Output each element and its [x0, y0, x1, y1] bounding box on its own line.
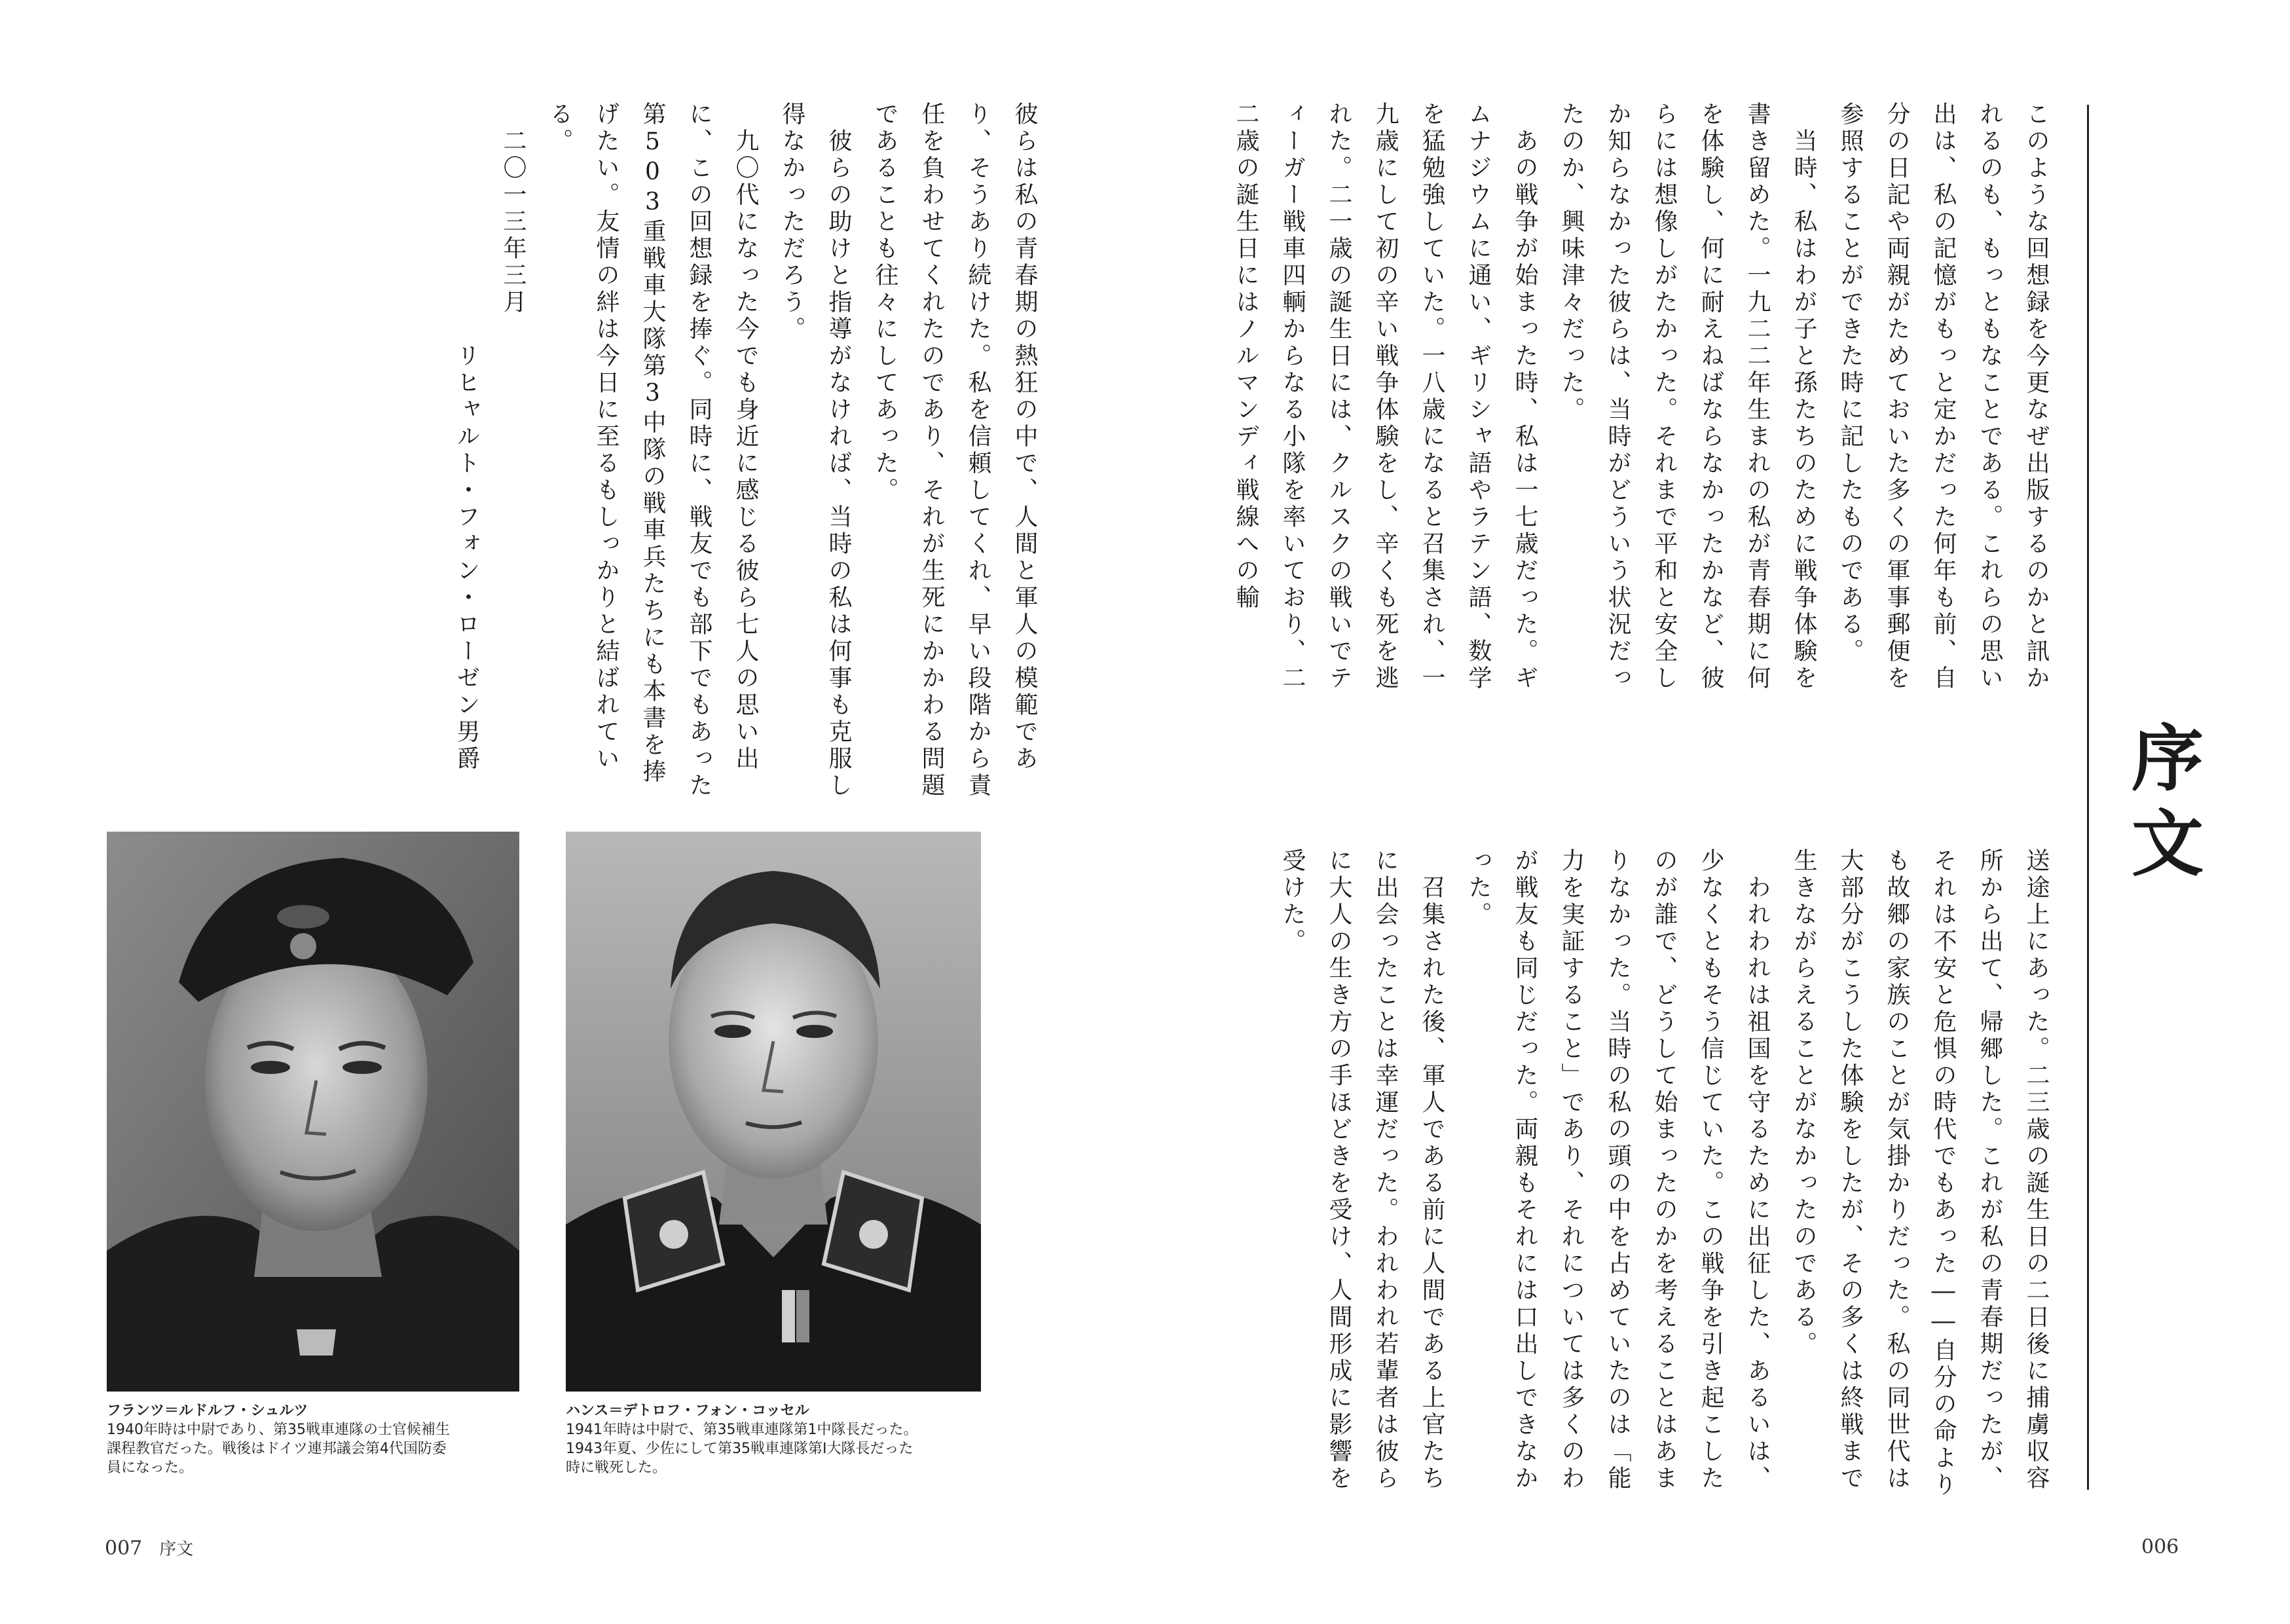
- folio-number: 007: [105, 1537, 143, 1560]
- photo-caption: [107, 1401, 519, 1477]
- body-text-lower-right: 送途上にあった。二三歳の誕生日の二日後に捕虜収容所から出て、帰郷した。これが私の青春期だったが、それは不安と危惧の時代でもあった――自分の命よりも故郷の家族のことが気掛かりだった。私の同世代は大部分がこうした体験をしたが、その多くは終戦まで生きながらえることがなかったのである。 われわれは祖国を守るために出征した、あるいは、少なくともそう信じていた。この戦争を引き起こしたのが誰で、どうして始まったのかを考えることはあまりなかった。当時の私の頭の中を占めていたのは「能力を実証すること」であり、それについては多くのわが戦友も同じだった。両親もそれには口出しできなかった。 召集された後、軍人である前に人間である上官たちに出会ったことは幸運だった。われわれ若輩者は彼らに大人の生き方の手ほどきを受け、人間形成に影響を受けた。: [1279, 848, 2050, 1499]
- page-title: 序文: [2120, 720, 2204, 891]
- portrait-photo-icon: [107, 832, 519, 1392]
- caption-line: 時に戦死した。: [566, 1460, 667, 1476]
- page-number-left: [105, 1536, 193, 1560]
- body-text-upper-right: このような回想録を今更なぜ出版するのかと訊かれるのも、もっともなことである。これらの思い出は、私の記憶がもっと定かだった何年も前、自分の日記や両親がためておいた多くの軍事郵便を参照することができた時に記したものである。 当時、私はわが子と孫たちのために戦争体験を書き留めた。一九二二年生まれの私が青春期に何を体験し、何に耐えねばならなかったかなど、彼らには想像しがたかった。それまで平和と安全しか知らなかった彼らは、当時がどういう状況だったのか、興味津々だった。 あの戦争が始まった時、私は一七歳だった。ギムナジウムに通い、ギリシャ語やラテン語、数学を猛勉強していた。一八歳になると召集され、一九歳にして初の辛い戦争体験をし、辛くも死を逃れた。二一歳の誕生日には、クルスクの戦いでティーガー戦車四輌からなる小隊を率いており、二二歳の誕生日にはノルマンディ戦線への輸: [1232, 101, 2050, 692]
- title-divider-rule: [2087, 105, 2089, 1490]
- body-text-upper-left: 彼らは私の青春期の熱狂の中で、人間と軍人の模範であり、そうあり続けた。私を信頼してくれ、早い段階から責任を負わせてくれたのであり、それが生死にかかわる問題であることも往々にしてあった。 彼らの助けと指導がなければ、当時の私は何事も克服し得なかっただろう。 九〇代になった今でも身近に感じる彼ら七人の思い出に、この回想録を捧ぐ。同時に、戦友でも部下でもあった第503重戦車大隊第3中隊の戦車兵たちにも本書を捧げたい。友情の絆は今日に至るもしっかりと結ばれている。 二〇一三年三月 リヒャルト・フォン・ローゼン男爵: [453, 101, 1038, 800]
- folio-title: 序文: [159, 1540, 194, 1559]
- caption-line: 1943年夏、少佐にして第35戦車連隊第I大隊長だった: [566, 1441, 914, 1457]
- caption-name: フランツ＝ルドルフ・シュルツ: [107, 1403, 308, 1419]
- caption-line: 1940年時は中尉であり、第35戦車連隊の士官候補生: [107, 1422, 450, 1438]
- page-number-right: 006: [2141, 1536, 2179, 1559]
- caption-line: 課程教官だった。戦後はドイツ連邦議会第4代国防委: [107, 1441, 447, 1457]
- caption-name: ハンス＝デトロフ・フォン・コッセル: [566, 1403, 809, 1419]
- photo-caption: [566, 1401, 981, 1477]
- caption-line: 員になった。: [107, 1460, 194, 1476]
- portrait-photo-icon: [566, 832, 981, 1392]
- caption-line: 1941年時は中尉で、第35戦車連隊第1中隊長だった。: [566, 1422, 918, 1438]
